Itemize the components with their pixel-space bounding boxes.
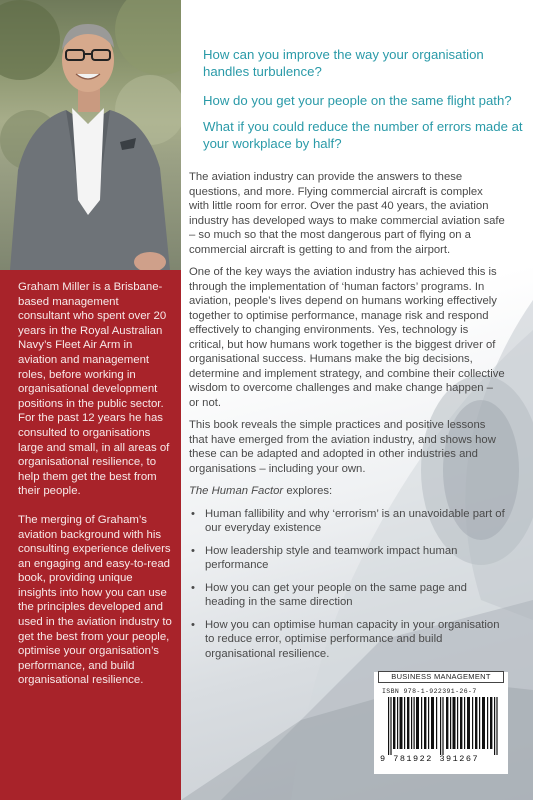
question-3: What if you could reduce the number of errors made at your workplace by half?: [203, 119, 523, 151]
question-1: How can you improve the way your organisation handles turbulence?: [203, 47, 484, 79]
bullet-icon: •: [191, 618, 195, 631]
bullet-list: [189, 507, 505, 662]
list-item: [189, 581, 505, 610]
book-title: The Human Factor: [189, 485, 284, 497]
author-portrait: [0, 0, 181, 270]
question-2: How do you get your people on the same flight path?: [203, 93, 512, 108]
blurb: [189, 170, 505, 669]
barcode-right-digits: 391267: [439, 754, 480, 764]
barcode-digits: [380, 754, 479, 764]
bio-paragraph-2: The merging of Graham’s aviation background with his consulting experience delivers an engaging and easy-to-read book, providing unique insights into how you can use the principles developed and used in the aviation industry to get the best from your people, optimise your organisation’s performance, and build organisational resilience.: [18, 513, 172, 687]
left-panel: [0, 0, 181, 800]
bullet-icon: •: [191, 507, 195, 520]
list-item: [189, 618, 505, 662]
bullet-text: How leadership style and teamwork impact human performance: [205, 544, 458, 571]
bullet-icon: •: [191, 544, 195, 557]
explores-suffix: explores:: [283, 485, 333, 497]
barcode-bars: [384, 697, 502, 755]
list-item: [189, 544, 505, 573]
explores-line: [189, 484, 505, 499]
category-label: BUSINESS MANAGEMENT: [378, 671, 504, 683]
author-bio: [0, 270, 181, 800]
barcode-first-digit: 9: [380, 754, 387, 764]
bullet-icon: •: [191, 581, 195, 594]
blurb-paragraph-1: The aviation industry can provide the answers to these questions, and more. Flying commercial aircraft is complex with little room for error. Over the past 40 years, the aviation industry has developed ways to make commercial aviation safe – so much so that the most dangerous part of flying on a commercial aircraft is getting to and from the airport.: [189, 171, 505, 256]
author-photo: [0, 0, 181, 270]
blurb-paragraph-3: This book reveals the simple practices and positive lessons that have emerged from the aviation industry, and shows how these can be adapted and adopted in other industries and organisations – including your own.: [189, 419, 496, 475]
bullet-text: Human fallibility and why ‘errorism’ is an unavoidable part of our everyday existence: [205, 507, 505, 534]
bio-paragraph-1: Graham Miller is a Brisbane-based management consultant who spent over 20 years in the Royal Australian Navy’s Fleet Air Arm in aviation and management roles, before working in organisational development positions in the public sector. For the past 12 years he has consulted to organisations large and small, in all areas of organisational resilience, to help them get the best from their people.: [18, 281, 170, 498]
bullet-text: How you can get your people on the same page and heading in the same direction: [205, 581, 467, 608]
bullet-text: How you can optimise human capacity in your organisation to reduce error, optimise performance and build organisational resilience.: [205, 618, 500, 660]
barcode-left-digits: 781922: [393, 754, 433, 764]
list-item: [189, 507, 505, 536]
blurb-paragraph-2: One of the key ways the aviation industry has achieved this is through the implementation of ‘human factors’ programs. In aviation, people’s lives depend on humans working effectively together to optimise performance, manage risk and respond effectively to changing environments. Yes, technology is critical, but how humans work together is the biggest driver of organisational success. Humans make the big decisions, determine and implement strategy, and combine their collective wisdom to overcome challenges and make change happen – or not.: [189, 266, 505, 409]
isbn-text: ISBN 978-1-922391-26-7: [382, 688, 477, 695]
